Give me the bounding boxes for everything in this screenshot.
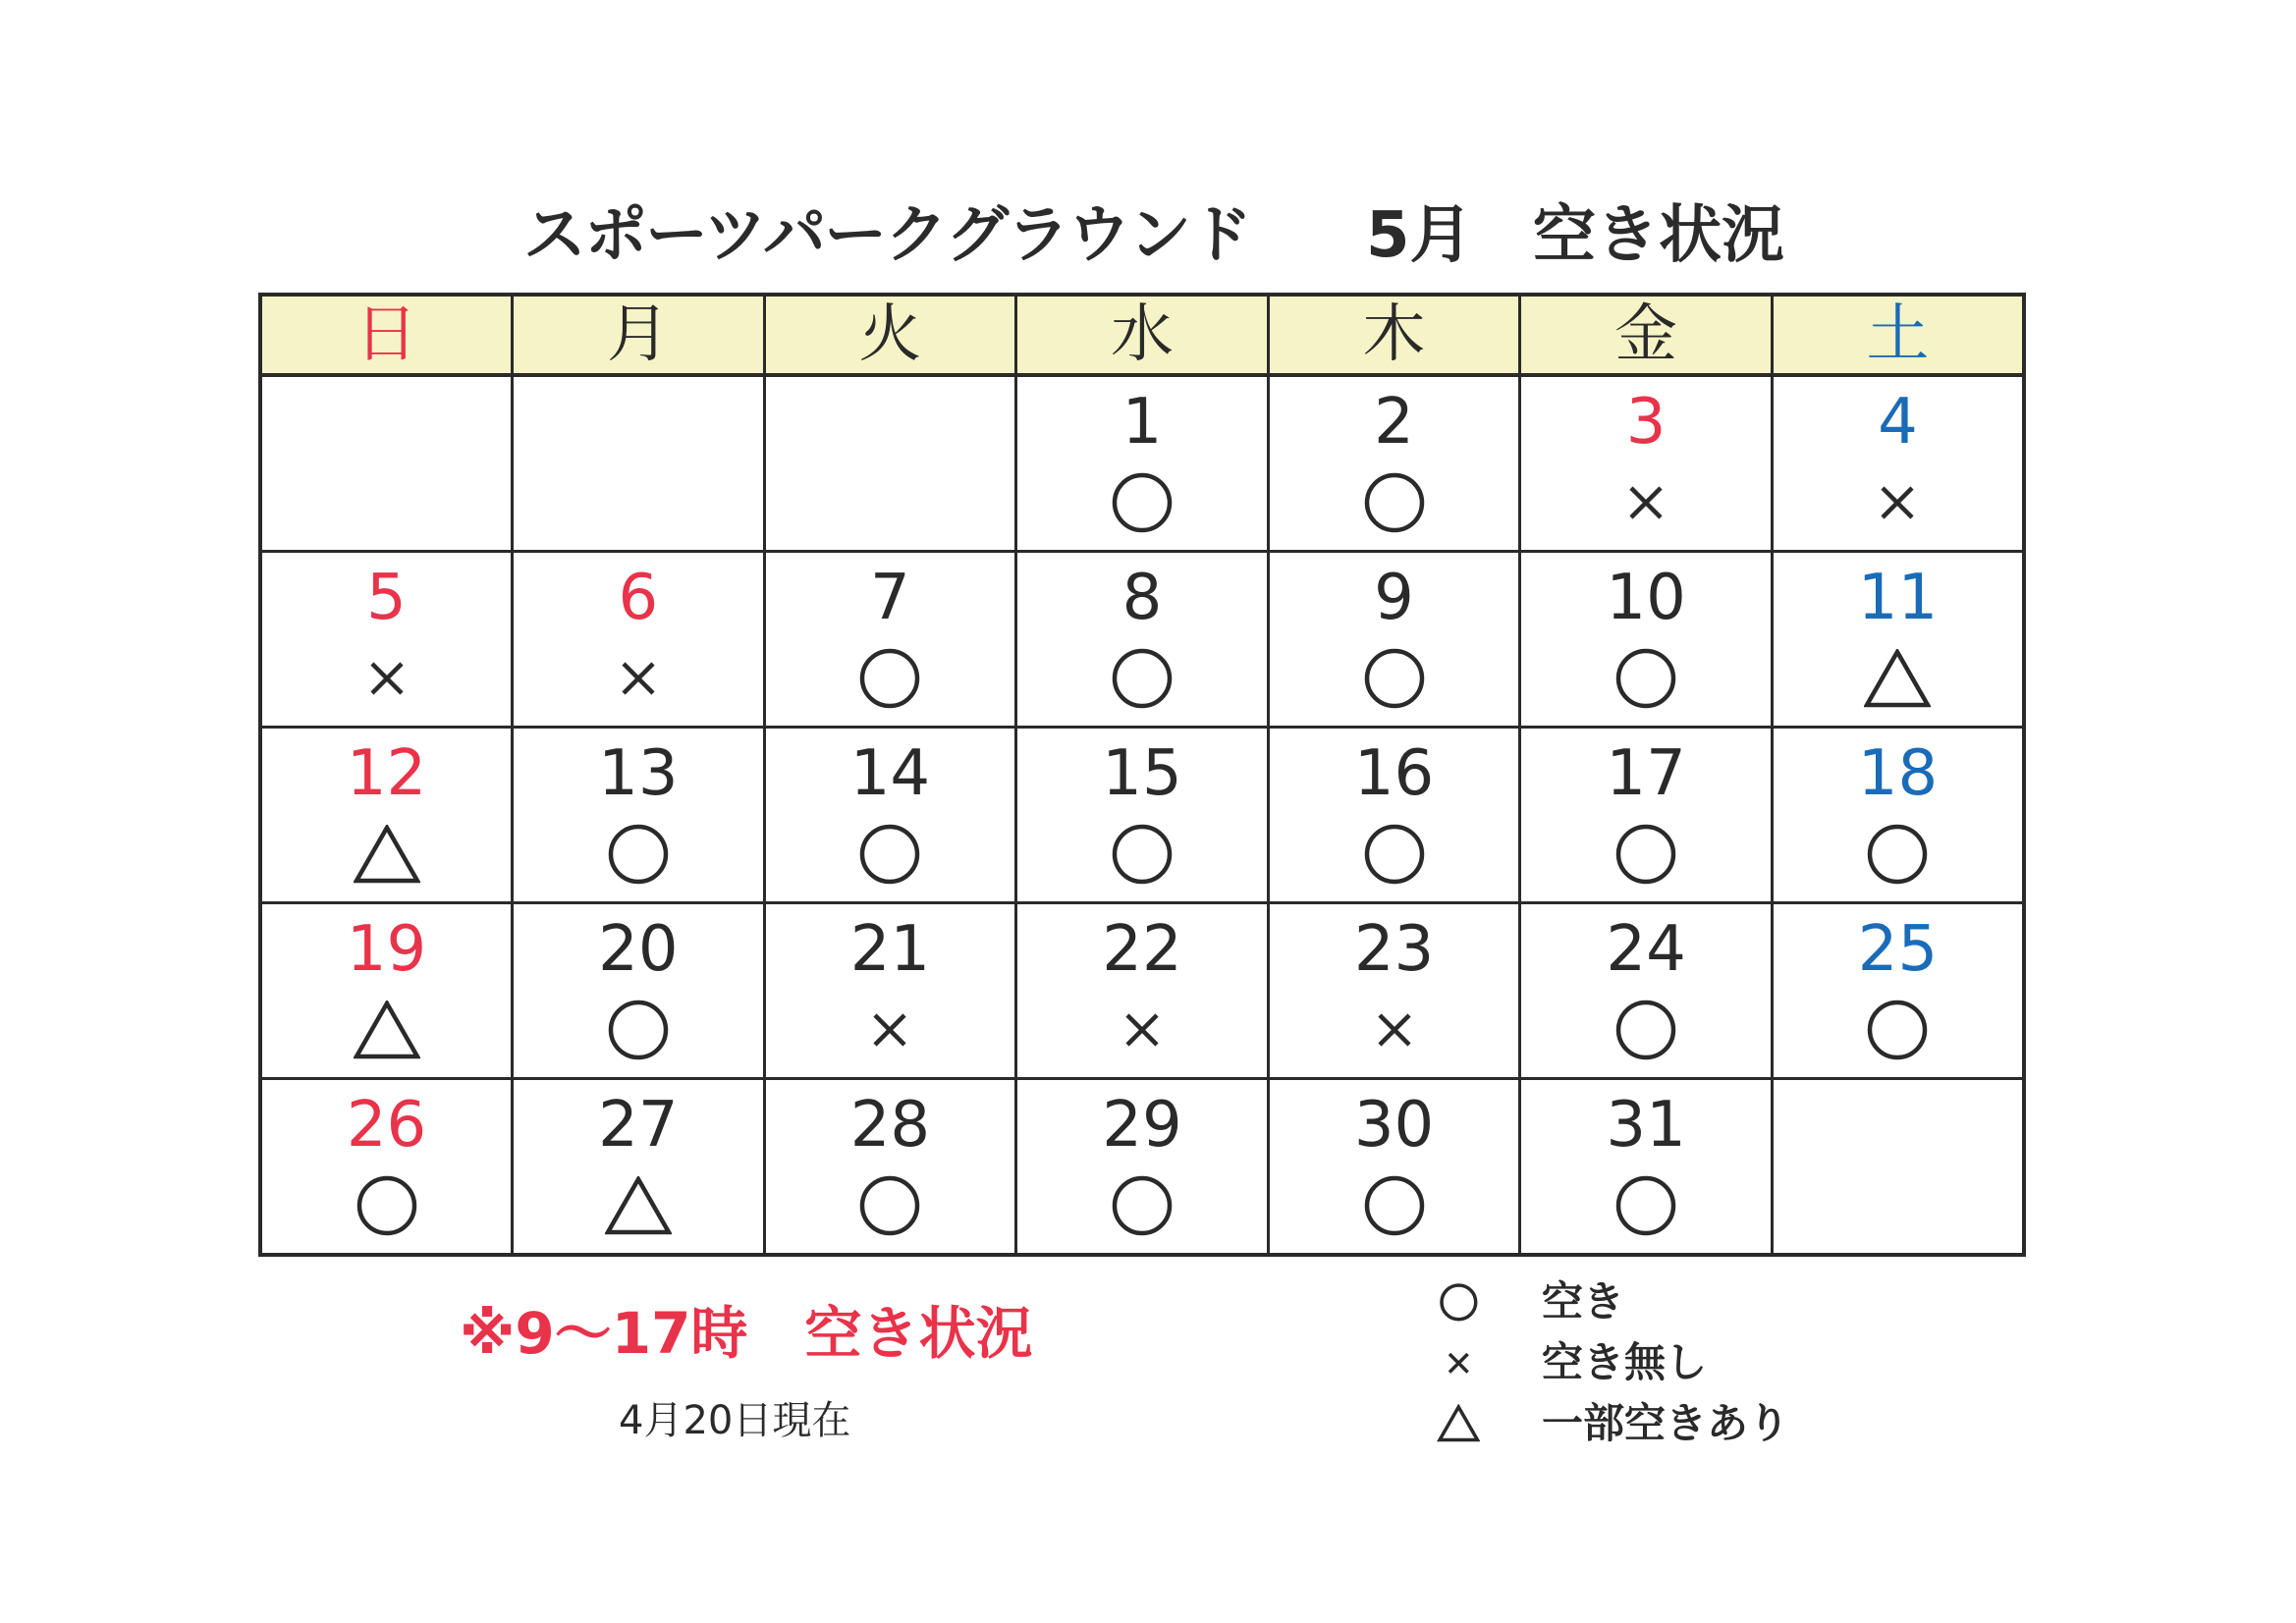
day-number: 4	[1878, 386, 1918, 459]
day-number: 28	[849, 1089, 931, 1162]
triangle-icon	[262, 819, 511, 890]
circle-icon	[766, 643, 1015, 714]
day-number: 2	[1374, 386, 1414, 459]
circle-icon	[514, 995, 763, 1065]
calendar-day-cell	[1016, 375, 1269, 552]
calendar-day-cell	[764, 728, 1016, 903]
calendar-day-cell	[513, 728, 765, 903]
calendar-day-cell	[1772, 728, 2024, 903]
calendar-empty-cell	[764, 375, 1016, 552]
calendar-week-row	[260, 375, 2024, 552]
calendar-day-cell	[1520, 375, 1773, 552]
legend-label: 空き	[1542, 1277, 1625, 1325]
calendar-day-cell	[1520, 1079, 1773, 1256]
day-number: 1	[1121, 386, 1163, 459]
weekday-header: 木	[1268, 295, 1520, 375]
legend-item	[1429, 1393, 1920, 1454]
cross-icon	[1017, 995, 1267, 1065]
weekday-header: 火	[764, 295, 1016, 375]
calendar-day-cell	[764, 552, 1016, 728]
circle-icon	[1017, 643, 1267, 714]
triangle-icon	[1429, 1393, 1488, 1454]
circle-icon	[766, 1170, 1015, 1241]
hours-note: ※9～17時 空き状況	[460, 1300, 1033, 1367]
day-number: 6	[618, 562, 659, 634]
calendar-day-cell	[1520, 552, 1773, 728]
title-subject: 空き状況	[1533, 199, 1784, 272]
legend-item	[1429, 1271, 1920, 1332]
day-number: 3	[1625, 386, 1667, 459]
weekday-header-row	[260, 295, 2024, 375]
day-number: 11	[1857, 562, 1939, 634]
weekday-header: 水	[1016, 295, 1269, 375]
day-number: 20	[598, 913, 679, 986]
calendar-empty-cell	[260, 375, 513, 552]
calendar-day-cell	[260, 728, 513, 903]
weekday-header: 月	[513, 295, 765, 375]
circle-icon	[1521, 1170, 1771, 1241]
circle-icon	[1521, 643, 1771, 714]
calendar-week-row	[260, 1079, 2024, 1256]
legend	[1429, 1271, 1920, 1454]
circle-icon	[766, 819, 1015, 890]
legend-label: 一部空きあり	[1542, 1399, 1790, 1447]
cross-icon	[766, 995, 1015, 1065]
weekday-header: 金	[1520, 295, 1773, 375]
calendar-day-cell	[1520, 903, 1773, 1079]
circle-icon	[1270, 1170, 1519, 1241]
triangle-icon	[262, 995, 511, 1065]
day-number: 27	[598, 1089, 679, 1162]
calendar-day-cell	[1772, 903, 2024, 1079]
circle-icon	[1017, 819, 1267, 890]
day-number: 23	[1353, 913, 1435, 986]
day-number: 14	[849, 737, 931, 810]
calendar-day-cell	[764, 903, 1016, 1079]
day-number: 9	[1374, 562, 1414, 634]
as-of-date: 4月20日現在	[619, 1398, 851, 1443]
calendar-empty-cell	[1772, 1079, 2024, 1256]
circle-icon	[1270, 643, 1519, 714]
cross-icon	[262, 643, 511, 714]
cross-icon	[514, 643, 763, 714]
triangle-icon	[514, 1170, 763, 1241]
title-facility: スポーツパークグラウンド	[523, 199, 1251, 272]
day-number: 24	[1606, 913, 1686, 986]
cross-icon	[1270, 995, 1519, 1065]
calendar-day-cell	[1520, 728, 1773, 903]
calendar-week-row	[260, 903, 2024, 1079]
circle-icon	[1270, 819, 1519, 890]
day-number: 19	[346, 913, 427, 986]
weekday-header: 日	[260, 295, 513, 375]
calendar-day-cell	[260, 552, 513, 728]
calendar-day-cell	[1016, 728, 1269, 903]
calendar-day-cell	[1268, 728, 1520, 903]
day-number: 29	[1102, 1089, 1182, 1162]
calendar-day-cell	[764, 1079, 1016, 1256]
calendar-day-cell	[513, 1079, 765, 1256]
calendar-week-row	[260, 552, 2024, 728]
calendar-day-cell	[1016, 552, 1269, 728]
calendar-day-cell	[1268, 552, 1520, 728]
legend-label: 空き無し	[1542, 1338, 1708, 1386]
day-number: 10	[1606, 562, 1686, 634]
calendar-day-cell	[513, 552, 765, 728]
calendar-day-cell	[513, 903, 765, 1079]
day-number: 18	[1857, 737, 1939, 810]
day-number: 17	[1606, 737, 1686, 810]
cross-icon	[1429, 1332, 1488, 1393]
cross-icon	[1774, 467, 2022, 538]
calendar-day-cell	[1268, 1079, 1520, 1256]
day-number: 12	[346, 737, 427, 810]
day-number: 16	[1353, 737, 1435, 810]
circle-icon	[1429, 1271, 1488, 1332]
calendar-day-cell	[1772, 552, 2024, 728]
triangle-icon	[1774, 643, 2022, 714]
circle-icon	[1774, 995, 2022, 1065]
circle-icon	[1774, 819, 2022, 890]
circle-icon	[1270, 467, 1519, 538]
day-number: 7	[870, 562, 910, 634]
legend-item	[1429, 1332, 1920, 1393]
calendar-day-cell	[1268, 375, 1520, 552]
cross-icon	[1521, 467, 1771, 538]
calendar-empty-cell	[513, 375, 765, 552]
calendar-day-cell	[260, 903, 513, 1079]
calendar-table	[258, 293, 2026, 1257]
circle-icon	[1017, 467, 1267, 538]
day-number: 25	[1857, 913, 1939, 986]
calendar-day-cell	[1772, 375, 2024, 552]
day-number: 13	[598, 737, 679, 810]
circle-icon	[1521, 819, 1771, 890]
calendar-day-cell	[260, 1079, 513, 1256]
day-number: 8	[1121, 562, 1163, 634]
weekday-header: 土	[1772, 295, 2024, 375]
calendar-day-cell	[1016, 903, 1269, 1079]
day-number: 15	[1102, 737, 1182, 810]
day-number: 5	[366, 562, 407, 634]
day-number: 31	[1606, 1089, 1686, 1162]
circle-icon	[514, 819, 763, 890]
calendar-day-cell	[1016, 1079, 1269, 1256]
day-number: 26	[346, 1089, 427, 1162]
circle-icon	[1017, 1170, 1267, 1241]
circle-icon	[1521, 995, 1771, 1065]
calendar-day-cell	[1268, 903, 1520, 1079]
day-number: 21	[849, 913, 931, 986]
day-number: 22	[1102, 913, 1182, 986]
page-title	[258, 187, 2026, 285]
day-number: 30	[1353, 1089, 1435, 1162]
title-month: 5月	[1366, 199, 1473, 272]
calendar-week-row	[260, 728, 2024, 903]
circle-icon	[262, 1170, 511, 1241]
